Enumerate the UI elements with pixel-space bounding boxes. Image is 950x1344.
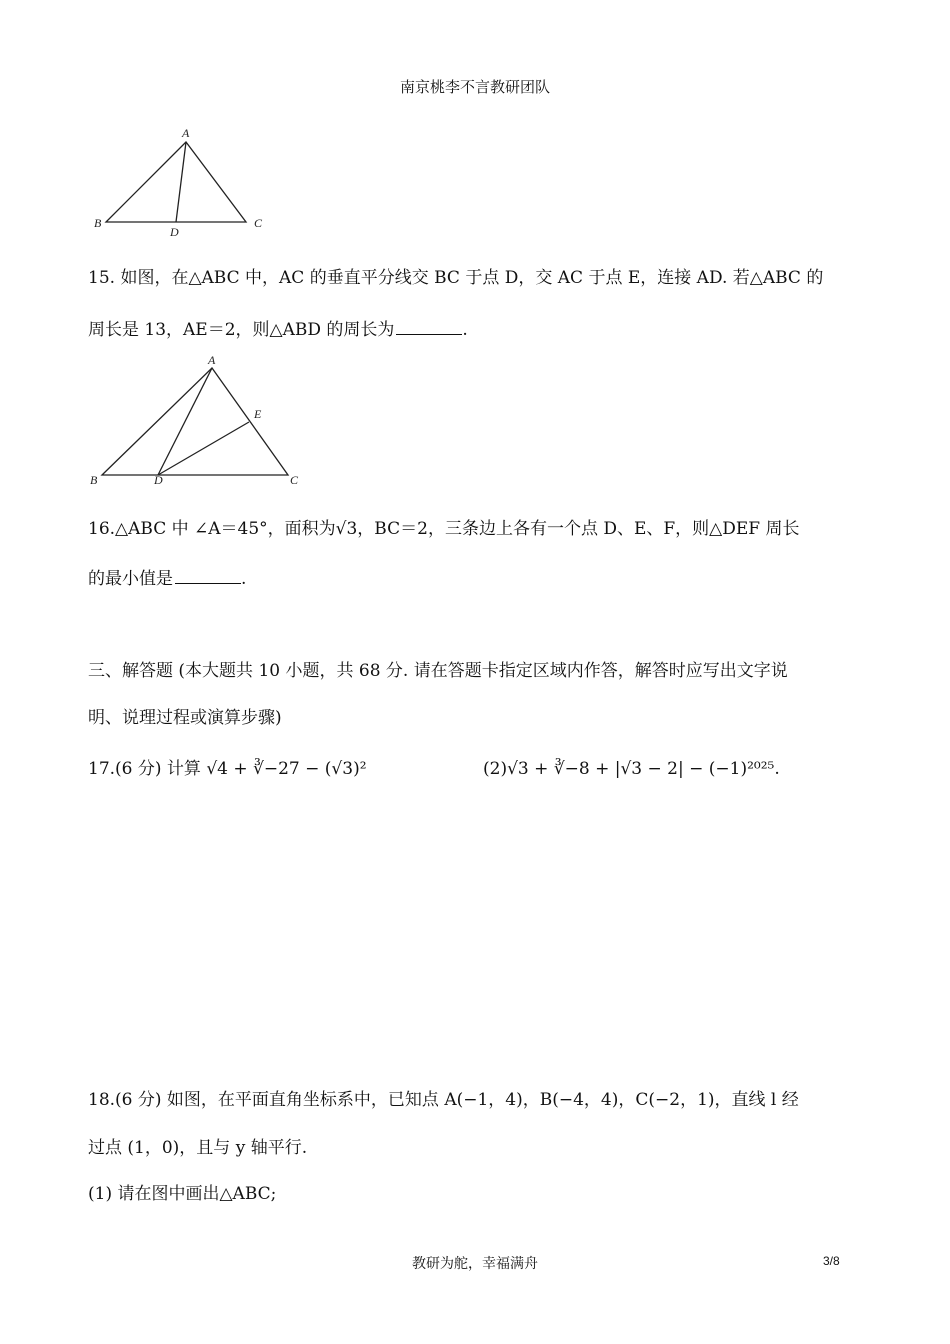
label-b: B bbox=[94, 216, 102, 230]
section3-line2: 明、说理过程或演算步骤) bbox=[88, 708, 282, 728]
q16-answer-blank[interactable] bbox=[175, 565, 241, 584]
label-a: A bbox=[182, 126, 190, 140]
page-number: 3/8 bbox=[823, 1254, 840, 1268]
label-d: D bbox=[170, 225, 179, 239]
segment-ad bbox=[176, 142, 186, 222]
q18-line3: (1) 请在图中画出△ABC; bbox=[88, 1184, 277, 1204]
label-d-2: D bbox=[154, 473, 163, 487]
q16-line1: 16.△ABC 中 ∠A＝45°，面积为√3，BC＝2，三条边上各有一个点 D、E、F，则△DEF 周长 bbox=[88, 519, 800, 539]
q17-part2: (2)√3 + ∛−8 + |√3 − 2| − (−1)²⁰²⁵. bbox=[483, 759, 780, 779]
q15-answer-blank[interactable] bbox=[396, 316, 462, 335]
label-a-2: A bbox=[208, 354, 216, 367]
q16-line2-text: 的最小值是 bbox=[88, 569, 173, 589]
q15-line2-text: 周长是 13，AE＝2，则△ABD 的周长为 bbox=[88, 320, 395, 340]
q15-line2-end: . bbox=[462, 320, 468, 340]
section3-line1: 三、解答题 (本大题共 10 小题，共 68 分. 请在答题卡指定区域内作答，解答时应写出文字说 bbox=[88, 661, 788, 681]
q15-line1: 15. 如图，在△ABC 中，AC 的垂直平分线交 BC 于点 D，交 AC 于点 E，连接 AD. 若△ABC 的 bbox=[88, 268, 824, 288]
q18-line2: 过点 (1，0)，且与 y 轴平行. bbox=[88, 1138, 308, 1158]
page-header: 南京桃李不言教研团队 bbox=[399, 78, 550, 96]
label-c-2: C bbox=[290, 473, 299, 487]
label-e: E bbox=[254, 407, 262, 421]
triangle-figure-perpendicular-bisector bbox=[86, 354, 306, 494]
q18-line1: 18.(6 分) 如图，在平面直角坐标系中，已知点 A(−1，4)，B(−4，4)，C(−2，1)，直线 l 经 bbox=[88, 1090, 799, 1110]
q16-line2 bbox=[88, 565, 246, 591]
q17-part1: 17.(6 分) 计算 √4 + ∛−27 − (√3)² bbox=[88, 759, 367, 779]
q15-line2 bbox=[88, 316, 468, 342]
triangle-figure-abd bbox=[88, 122, 278, 240]
label-b-2: B bbox=[90, 473, 98, 487]
triangle-abc-2 bbox=[102, 368, 288, 475]
triangle-abc bbox=[106, 142, 246, 222]
page-footer: 教研为舵，幸福满舟 bbox=[412, 1256, 538, 1272]
q16-line2-end: . bbox=[241, 569, 247, 589]
label-c: C bbox=[254, 216, 263, 230]
